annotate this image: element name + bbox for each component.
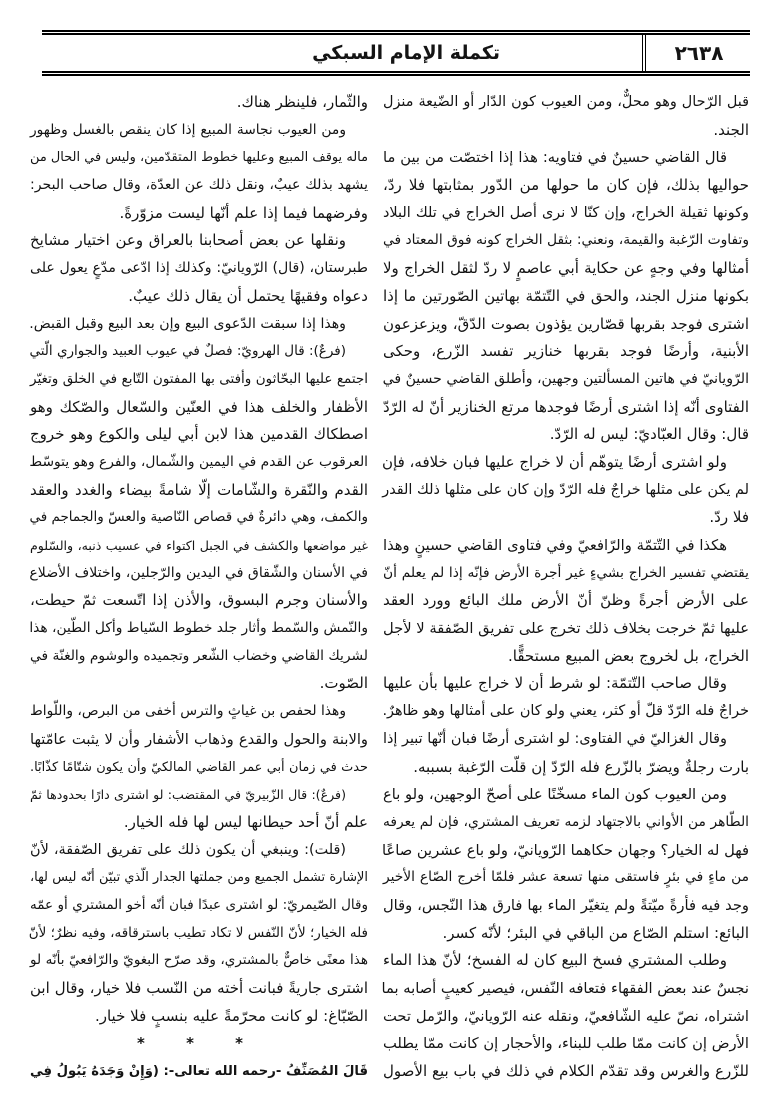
text-line: الصّبّاغ: لو كانت محرّمةً عليه بنسبٍ فلا خيار. [94,1006,368,1025]
text-line: في الأسنان والشّقاق في اليدين والرّجلين، واختلاف الأضلاع [29,564,368,581]
text-line: الصّوت. [319,674,368,693]
text-line: اشترى فوجد بقربها قصّارين يؤذون بصوت الدّقّ، ويزعزعون [383,314,749,333]
text-line: أمثالها وفي وجهٍ عن حكاية أبي عاصمٍ لا ردّ لثقل الخراج ولا [383,259,749,278]
text-line: الخراج، بل لخروج بعض المبيع مستحقًّا. [507,646,749,665]
text-line: قال القاضي حسينٌ في فتاويه: هذا إذا اختصّت من بين ما [383,149,727,167]
text-line: بكونها منزل الجند، والحق في التّتمّة بهاتين الصّورتين ما إذا [383,286,749,305]
text-line: وكونها ثقيلة الخراج، وإن كنّا لا نرى أصل الخراج في تلك البلاد [383,204,749,221]
text-line: وهذا لحفص بن غياثٍ والترس أخفى من البرص، واللّواط [30,703,346,720]
text-line: فله الخيار؛ لأنّ النّفس لا تكاد تطيب باسترقاقه، وفيه نظرٌ؛ لأنّ [28,924,368,941]
text-line: على الأرض أجرةً وظنّ أنّ الأرض ملك البائع وورد العقد [383,591,749,610]
text-line: (قلت): وينبغي أن يكون ذلك على تفريق الصّفقة، لأنّ [30,841,346,858]
text-line: اجتمع عليها البحّاثون وأفتى بها المفتون التّابع في الخلق وتغيّر [30,370,368,387]
text-line: وقال الصّيمريّ: لو اشترى عبدًا فبان أنّه أخو المشتري أو عمّه [30,896,368,913]
text-line: ومن العيوب نجاسة المبيع إذا كان ينقص بالغسل وظهور [30,121,346,138]
text-line: اشتراه، نصّ عليه الشّافعيّ، ونقله عنه الرّويانيّ، والرّمل تحت [383,1007,749,1025]
text-line: نجسٌ عند بعض الفقهاء فتعافه النّفس، فيصير كعيبٍ أصابه بما [381,980,749,997]
text-line: الطّاهر من الأواني بالاجتهاد لزمه تعريف المشتري، فإن لم يعرفه [383,813,749,830]
text-line: الأرض إن كانت ممّا طلب للبناء، والأحجار إن كانت ممّا يطلب [383,1035,749,1053]
text-line: ومن العيوب كون الماء مسخّنًا على أصحّ الوجهين، ولو باع [383,786,727,804]
header-divider [642,35,646,71]
text-line: وقال الغزاليّ في الفتاوى: لو اشترى أرضًا فبان أنّها تبير إذا [383,730,727,747]
text-line: والأسنان وجرم البسوق، والأذن إذا اتّسعت ثمّ حيطت، [30,591,368,610]
text-line: بارت رجلةٌ ويضرّ بالزّرع فله الرّدّ إن قلّت الرّغبة بسببه. [413,757,749,776]
page-number: ٢٦٣٨ [674,41,724,65]
text-line: الأظفار والخلف هذا في العنّين والسّعال والصّكك وهو [30,397,368,416]
text-line: والنّمش والسّمط وأثار جلد خطوط السّياط وأكل الطّين، هذا [29,620,368,637]
text-line: فلا ردّ. [709,508,749,527]
text-line: وفرضهما فيما إذا علم أنّها ليست مزوّرةً. [119,203,368,222]
text-line: يقتضي تفسير الخراج بشيءٍ غير أجرة الأرض فإنّه إذا لم يعلم أنّ [383,564,749,581]
text-line: هذا معنًى خاصٌّ بالمشتري، وقد صرّح البغويّ والرّافعيّ بأنّه لو [30,952,368,969]
text-line: دعواه وفقيهًا يحتمل أن يقال ذلك عيبٌ. [128,286,368,305]
text-line: من ماءٍ في بئرٍ فاستقى منها تسعة عشر فلمّا أخرج الصّاع الأخير [383,869,749,886]
text-line: قبل الرّحال وهو محلٌّ، ومن العيوب كون الدّار أو الضّيعة منزل [383,94,749,110]
text-line: وتفاوت الرّغبة والقيمة، ونعني: بثقل الخراج كونه فوق المعتاد في [383,232,749,249]
text-line: وقال صاحب التّتمّة: لو شرط أن لا خراج عليها بأن عليها [383,674,727,693]
text-line: (فرعٌ): قال الهرويّ: فصلٌ في عيوب العبيد والجواري الّتي [29,343,346,360]
text-line: والثّمار، فلينظر هناك. [236,93,368,111]
text-line: العرقوب عن القدم في اليمين والشّمال، والفرع وهو يتوسّط [29,453,368,470]
text-line: الفتاوى أنّه إذا اشترى أرضًا فوجدها مرتع الخنازير أنّ له الرّدّ [383,397,749,416]
text-line: خراجٌ فله الرّدّ قلّ أو كثر، يعني ولو كان على أمثالها وهو ظاهرٌ. [382,703,749,720]
section-separator: * * * [137,1034,261,1053]
text-line: اشترى جاريةً فبانت أخته من النّسب فلا خيار، وقال ابن [30,979,368,997]
text-line: حدث في زمان أبي عمر القاضي المالكيّ وأن يكون شتّامًا كذّابًا. [30,759,368,775]
text-line: الإشارة تشمل الجميع ومن جملتها الجدار الّذي تبيّن أنّه ليس لها، [30,870,368,886]
text-line: قال: وقال العبّاديّ: ليس له الرّدّ. [549,425,749,444]
text-line: ونقلها عن بعض أصحابنا بالعراق وعن اختيار مشايخ [30,231,346,250]
page-header [42,30,750,76]
running-title: تكملة الإمام السبكي [312,42,500,64]
right-column [383,89,749,1086]
text-line: قَالَ المُصَنِّفُ -رحمه الله تعالى-: (وَإِنْ وَجَدَهُ يَبُولُ فِي [30,1064,368,1080]
text-line: البائع: استلم الصّاع من الباقي في البئر؛ لأنّه كسر. [442,923,749,942]
text-line: للزّرع والغرس وقد تقدّم الكلام في ذلك في باب بيع الأصول [383,1062,749,1081]
text-line: والابنة والحول والقدع وذهاب الأشفار وأن لا يثبت عامّتها [30,730,368,748]
text-line: لشريك القاضي وخضاب الشّعر وتجميده والوشوم والغنّة في [30,647,368,664]
text-line: الجند. [713,120,749,139]
text-line: فهل له الخيار؟ وجهان حكاهما الرّويانيّ، ولو باع عشرين صاعًا [382,841,749,859]
text-line: ماله يوقف المبيع وعليها خطوط المتقدّمين، وليس في الحال من [30,150,368,166]
text-line: حواليها بذلك، فإن كان ما حولها من الدّور بمثابتها فلا ردّ، [383,176,749,195]
text-line: طبرستان، (قال) الرّويانيّ: وكذلك إذا ادّعى مدّعٍ يعول على [30,260,368,277]
text-line: علم أنّ أحد حيطانها ليس لها فله الخيار. [123,812,368,831]
text-line: وطلب المشتري فسخ البيع كان له الفسخ؛ لأنّ هذا الماء [383,951,727,970]
text-line: (فرعٌ): قال الزّبيريّ في المقتضب: لو اشترى دارًا بحدودها ثمّ [30,787,346,803]
text-line: والكمف، وهي دائرةٌ في قصاص النّاصية والعسّ والجماجم في [29,509,368,526]
text-line: هكذا في التّتمّة والرّافعيّ وفي فتاوى القاضي حسينٍ وهذا [383,537,727,554]
text-line: القدم والنّقرة والشّامات إلّا شامةً بيضاء والغدد والعقد [30,480,368,499]
text-line: وجد فيه فأرةً ميّتةً ولم يتغيّر الماء بها فارق هذا النّجس، وقال [383,896,749,914]
left-column [30,89,368,1086]
text-line: ولو اشترى أرضًا يتوهّم أن لا خراج عليها فبان خلافه، فإن [382,452,727,471]
text-line: يشهد بذلك عيبٌ، ونقل ذلك عن العدّة، وقال صاحب البحر: [30,177,368,194]
text-line: وهذا إذا سبقت الدّعوى البيع وإن بعد البيع وقبل القبض. [29,315,346,332]
text-line: اصطكاك القدمين هذا لابن أبي ليلى والكوع وهو خروج [30,425,368,444]
text-line: غير مواضعها والكشف في الجبل اكتواء في عسيب ذنبه، والسّلوم [30,538,368,553]
text-line: الرّويانيّ في هاتين المسألتين وجهين، وأطلق القاضي حسينٌ في [382,370,749,387]
text-line: عليها ثمّ خرجت بخلاف ذلك تخرج على تفريق الصّفقة لا لأجل [383,620,749,638]
text-line: الأبنية، وأرضًا فوجد بقربها خنازير تفسد الزّرع، وحكى [383,342,749,361]
text-line: لم يكن على مثلها خراجٌ فله الرّدّ وإن كان على مثلها ذلك القدر [382,481,749,498]
